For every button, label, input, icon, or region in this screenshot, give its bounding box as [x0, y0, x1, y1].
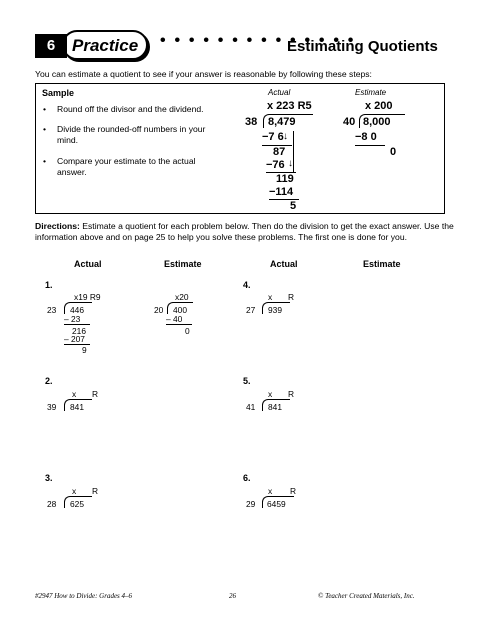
problem-6-quotient: x: [268, 486, 273, 496]
sample-actual-step-1: −7 6: [262, 131, 284, 143]
directions-text: Directions: Estimate a quotient for each problem below. Then do the division to get the exact answer. Use the information above and on page 25 to help you solve these problems. The first one is done for you.: [35, 221, 454, 242]
sample-actual-step-4: 119: [276, 173, 294, 185]
problem-1-number: 1.: [45, 280, 53, 290]
sample-estimate-quotient: x 200: [365, 100, 393, 112]
sample-estimate-step-2: 0: [390, 146, 397, 158]
sample-estimate-dividend: 8,000: [363, 116, 391, 128]
sample-estimate-header: Estimate: [355, 88, 387, 97]
problem-1-estimate-rule: [166, 324, 192, 325]
sample-title: Sample: [42, 88, 75, 98]
problem-1-quotient: x19 R9: [74, 292, 101, 302]
problem-5-quotient: x: [268, 389, 273, 399]
problem-2-divisor: 39: [47, 402, 57, 412]
problem-4-remainder: R: [288, 292, 295, 302]
problem-1-estimate-remainder: 0: [185, 326, 190, 336]
problem-1-step-1: – 23: [64, 314, 81, 324]
problem-4-dividend: 939: [268, 305, 282, 315]
problem-5-divisor: 41: [246, 402, 256, 412]
problem-4-divisor: 27: [246, 305, 256, 315]
practice-label: Practice: [72, 36, 139, 55]
title-dots: • • • • • • • • • • • • • •: [160, 32, 356, 49]
problem-5-remainder: R: [288, 389, 295, 399]
problem-5-number: 5.: [243, 376, 251, 386]
problem-3-dividend: 625: [70, 499, 84, 509]
arrow-down-icon: ↓: [283, 131, 288, 142]
footer-right: © Teacher Created Materials, Inc.: [318, 592, 415, 600]
problem-2-number: 2.: [45, 376, 53, 386]
footer-page-number: 26: [229, 592, 236, 600]
problem-3-remainder: R: [92, 486, 99, 496]
problem-6-dividend: 6459: [267, 499, 286, 509]
sample-actual-vertical-guide: [293, 131, 294, 172]
sample-estimate-rule: [355, 145, 385, 146]
problem-6-divisor: 29: [246, 499, 256, 509]
footer-left: #2947 How to Divide: Grades 4–6: [35, 592, 133, 600]
problem-1-step-3: – 207: [64, 334, 85, 344]
problem-3-divisor: 28: [47, 499, 57, 509]
problem-1-estimate-quotient: x20: [175, 292, 189, 302]
problem-4-number: 4.: [243, 280, 251, 290]
problem-1-estimate-divisor: 20: [154, 305, 164, 315]
column-header-estimate-right: Estimate: [363, 259, 401, 269]
sample-actual-dividend: 8,479: [268, 116, 296, 128]
problem-6-number: 6.: [243, 473, 251, 483]
sample-estimate-divisor: 40: [343, 116, 356, 128]
sample-actual-step-2: 87: [273, 146, 286, 158]
problem-1-dividend: 446: [70, 305, 84, 315]
problem-1-step-2: 216: [72, 326, 86, 336]
problem-5-dividend: 841: [268, 402, 282, 412]
page-title: Estimating Quotients: [287, 38, 438, 55]
sample-actual-step-3: −76: [266, 159, 285, 171]
problem-1-remainder: 9: [82, 345, 87, 355]
problem-2-remainder: R: [92, 389, 99, 399]
arrow-down-icon: ↓: [288, 158, 293, 169]
sample-bullet-1: • Round off the divisor and the dividend.: [57, 104, 237, 115]
column-header-actual-right: Actual: [270, 259, 298, 269]
sample-estimate-step-1: −8 0: [355, 131, 377, 143]
problem-1-estimate-dividend: 400: [173, 305, 187, 315]
problem-2-quotient: x: [72, 389, 77, 399]
sample-actual-divisor: 38: [245, 116, 258, 128]
sample-bullet-2: • Divide the rounded-off numbers in your mind.: [57, 124, 227, 146]
problem-6-remainder: R: [290, 486, 297, 496]
sample-actual-remainder: 5: [290, 200, 297, 212]
problem-1-divisor: 23: [47, 305, 57, 315]
unit-number-badge: 6: [35, 34, 67, 58]
sample-actual-step-5: −114: [269, 186, 294, 198]
problem-1-rule-1: [64, 324, 90, 325]
problem-3-quotient: x: [72, 486, 77, 496]
sample-bullet-3: • Compare your estimate to the actual answer.: [57, 156, 227, 178]
problem-3-number: 3.: [45, 473, 53, 483]
column-header-estimate-left: Estimate: [164, 259, 202, 269]
problem-2-dividend: 841: [70, 402, 84, 412]
sample-actual-header: Actual: [268, 88, 291, 97]
problem-4-quotient: x: [268, 292, 273, 302]
problem-1-estimate-step-1: – 40: [166, 314, 183, 324]
intro-text: You can estimate a quotient to see if your answer is reasonable by following these steps:: [35, 69, 372, 79]
column-header-actual-left: Actual: [74, 259, 102, 269]
sample-actual-quotient: x 223 R5: [267, 100, 312, 112]
